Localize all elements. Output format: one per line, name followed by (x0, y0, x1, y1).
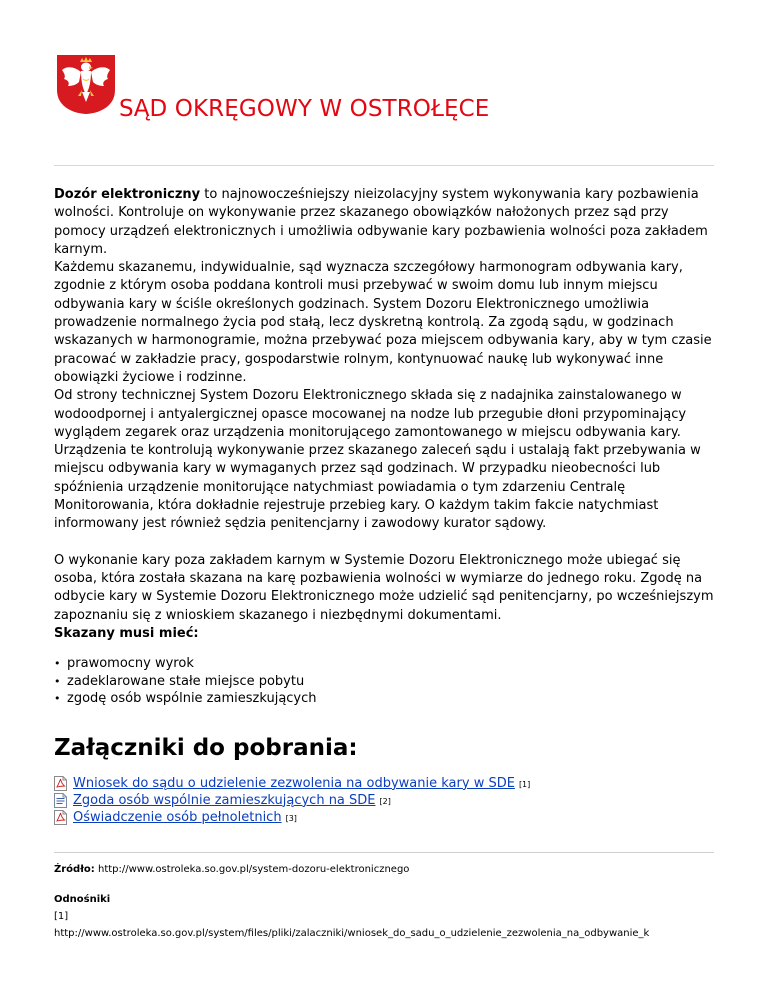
list-item: • zadeklarowane stałe miejsce pobytu (54, 673, 714, 690)
attachment-item (54, 809, 714, 826)
pdf-file-icon (54, 776, 67, 791)
reference-marker: [3] (285, 813, 297, 823)
requirements-list (54, 655, 714, 707)
attachment-link-application[interactable]: Wniosek do sądu o udzielenie zezwolenia na odbywanie kary w SDE (73, 775, 515, 791)
requirements-label: Skazany musi mieć: (54, 625, 199, 641)
list-item: • zgodę osób wspólnie zamieszkujących (54, 690, 714, 707)
reference-marker: [1] (518, 779, 531, 789)
attachments-heading: Załączniki do pobrania: (54, 735, 358, 762)
attachments-list (54, 775, 714, 826)
attachment-link-statement[interactable]: Oświadczenie osób pełnoletnich (73, 809, 282, 825)
paragraph-technical: Od strony technicznej System Dozoru Elektronicznego składa się z nadajnika zainstalowanego w wodoodpornej i antyalergicznej opasce mocowanej na nodze lub przegubie dłoni przypominający wyglądem zegarek oraz urządzenia monitorującego zamontowanego w miejscu odbywania kary. Urządzenia te kontrolują wykonywanie przez skazanego zaleceń sądu i ustalają fakt przebywania w miejscu odbywania kary w wymaganych przez sąd godzinach. W przypadku nieobecności lub spóźnienia urządzenie monitorujące natychmiast powiadamia o tym zdarzeniu Centralę Monitorowania, która dokładnie rejestruje przebieg kary. O każdym takim fakcie natychmiast informowany jest również sędzia penitencjarny i zawodowy kurator sądowy. (54, 388, 701, 532)
reference-url: http://www.ostroleka.so.gov.pl/system/files/pliki/zalaczniki/wniosek_do_sadu_o_udzielenie_zezwolenia_na_odbywanie_k (54, 928, 650, 939)
list-item: • prawomocny wyrok (54, 655, 714, 672)
footer-divider (54, 852, 714, 853)
paragraph-eligibility: O wykonanie kary poza zakładem karnym w Systemie Dozoru Elektronicznego może ubiegać się osoba, która została skazana na karę pozbawienia wolności w wymiarze do jednego roku. Zgodę na odbycie kary w Systemie Dozoru Elektronicznego może udzielić sąd penitencjarny, po wcześniejszym zapoznaniu się z wnioskiem skazanego i niezbędnymi dokumentami. (54, 552, 714, 623)
header-divider (54, 165, 714, 166)
site-title: SĄD OKRĘGOWY W OSTROŁĘCE (119, 96, 490, 122)
source-line (54, 864, 409, 875)
paragraph-intro (54, 186, 714, 259)
attachment-item (54, 775, 714, 792)
intro-term: Dozór elektroniczny (54, 187, 201, 202)
polish-eagle-icon (54, 52, 118, 116)
references-title: Odnośniki (54, 894, 111, 905)
intro-text: to najnowocześniejszy nieizolacyjny system wykonywania kary pozbawienia wolności. Kontroluje on wykonywanie przez skazanego obowiązków nałożonych przez sąd przy pomocy urządzeń elektronicznych i umożliwia odbywanie kary pozbawienia wolności poza zakładem karnym. (54, 187, 708, 257)
site-header (54, 52, 714, 132)
pdf-file-icon (54, 810, 67, 825)
reference-number: [1] (54, 911, 69, 922)
reference-marker: [2] (379, 796, 391, 806)
article-body (54, 186, 714, 826)
paragraph-schedule: Każdemu skazanemu, indywidualnie, sąd wyznacza szczegółowy harmonogram odbywania kary, zgodnie z którym osoba poddana kontroli musi przebywać w swoim domu lub innym miejscu odbywania kary w ściśle określonych godzinach. System Dozoru Elektronicznego umożliwia prowadzenie normalnego życia pod stałą, lecz dyskretną kontrolą. Za zgodą sądu, w godzinach wskazanych w harmonogramie, można przebywać poza miejscem odbywania kary, aby w tym czasie pracować w zakładzie pracy, gospodarstwie rolnym, kontynuować naukę lub wykonywać inne obowiązki życiowe i rodzinne. (54, 260, 712, 385)
source-url: http://www.ostroleka.so.gov.pl/system-dozoru-elektronicznego (94, 864, 410, 875)
attachment-link-consent[interactable]: Zgoda osób wspólnie zamieszkujących na SDE (73, 792, 376, 808)
attachment-item (54, 792, 714, 809)
document-file-icon (54, 793, 67, 808)
source-label: Źródło: (54, 864, 95, 875)
